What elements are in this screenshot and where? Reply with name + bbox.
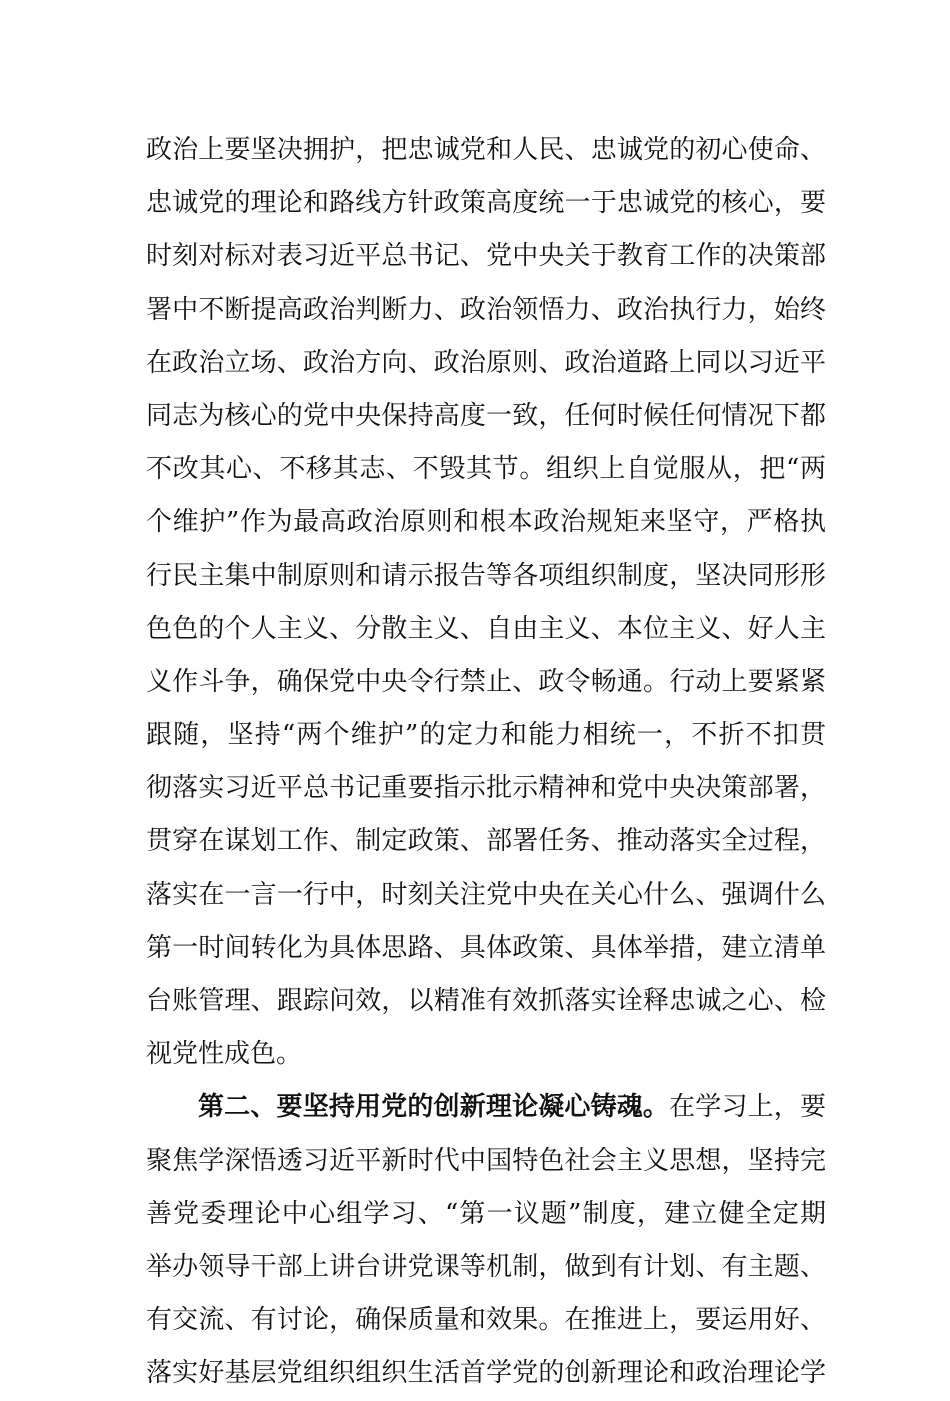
- paragraph-heading: 第二、要坚持用党的创新理论凝心铸魂。: [198, 1092, 670, 1123]
- text-line: 行民主集中制原则和请示报告等各项组织制度，坚决同形形: [146, 560, 826, 591]
- text-line: 善党委理论中心组学习、“第一议题”制度，建立健全定期: [146, 1198, 826, 1229]
- text-line: 政治上要坚决拥护，把忠诚党和人民、忠诚党的初心使命、: [146, 135, 826, 165]
- text-line: 台账管理、跟踪问效，以精准有效抓落实诠释忠诚之心、检: [146, 986, 826, 1016]
- text-line: 时刻对标对表习近平总书记、党中央关于教育工作的决策部: [146, 241, 826, 272]
- document-body: [146, 124, 826, 1401]
- text-line: 在政治立场、政治方向、政治原则、政治道路上同以习近平: [146, 347, 826, 378]
- text-line: 色色的个人主义、分散主义、自由主义、本位主义、好人主: [146, 613, 826, 644]
- text-line: 聚焦学深悟透习近平新时代中国特色社会主义思想，坚持完: [146, 1145, 826, 1176]
- text-line: 视党性成色。: [146, 1039, 303, 1070]
- text-line: 个维护”作为最高政治原则和根本政治规矩来坚守，严格执: [146, 507, 826, 538]
- text-line: 举办领导干部上讲台讲党课等机制，做到有计划、有主题、: [146, 1251, 826, 1282]
- text-line: 不改其心、不移其志、不毁其节。组织上自觉服从，把“两: [146, 454, 826, 485]
- text-line: 义作斗争，确保党中央令行禁止、政令畅通。行动上要紧紧: [146, 666, 826, 697]
- text-line: 同志为核心的党中央保持高度一致，任何时候任何情况下都: [146, 400, 826, 431]
- paragraph-text: 在学习上，要: [669, 1092, 826, 1123]
- text-line: 落实好基层党组织组织生活首学党的创新理论和政治理论学: [146, 1358, 826, 1389]
- text-line: 忠诚党的理论和路线方针政策高度统一于忠诚党的核心，要: [146, 188, 826, 219]
- text-line: 有交流、有讨论，确保质量和效果。在推进上，要运用好、: [146, 1305, 826, 1336]
- text-line: 贯穿在谋划工作、制定政策、部署任务、推动落实全过程，: [146, 826, 826, 857]
- text-line: 署中不断提高政治判断力、政治领悟力、政治执行力，始终: [146, 294, 826, 325]
- text-line: 跟随，坚持“两个维护”的定力和能力相统一，不折不扣贯: [146, 720, 826, 751]
- text-line: 落实在一言一行中，时刻关注党中央在关心什么、强调什么: [146, 879, 826, 910]
- text-line: 第一时间转化为具体思路、具体政策、具体举措，建立清单: [146, 932, 826, 963]
- text-line: 彻落实习近平总书记重要指示批示精神和党中央决策部署，: [146, 773, 826, 804]
- paragraph-2-first-line: [146, 1081, 826, 1134]
